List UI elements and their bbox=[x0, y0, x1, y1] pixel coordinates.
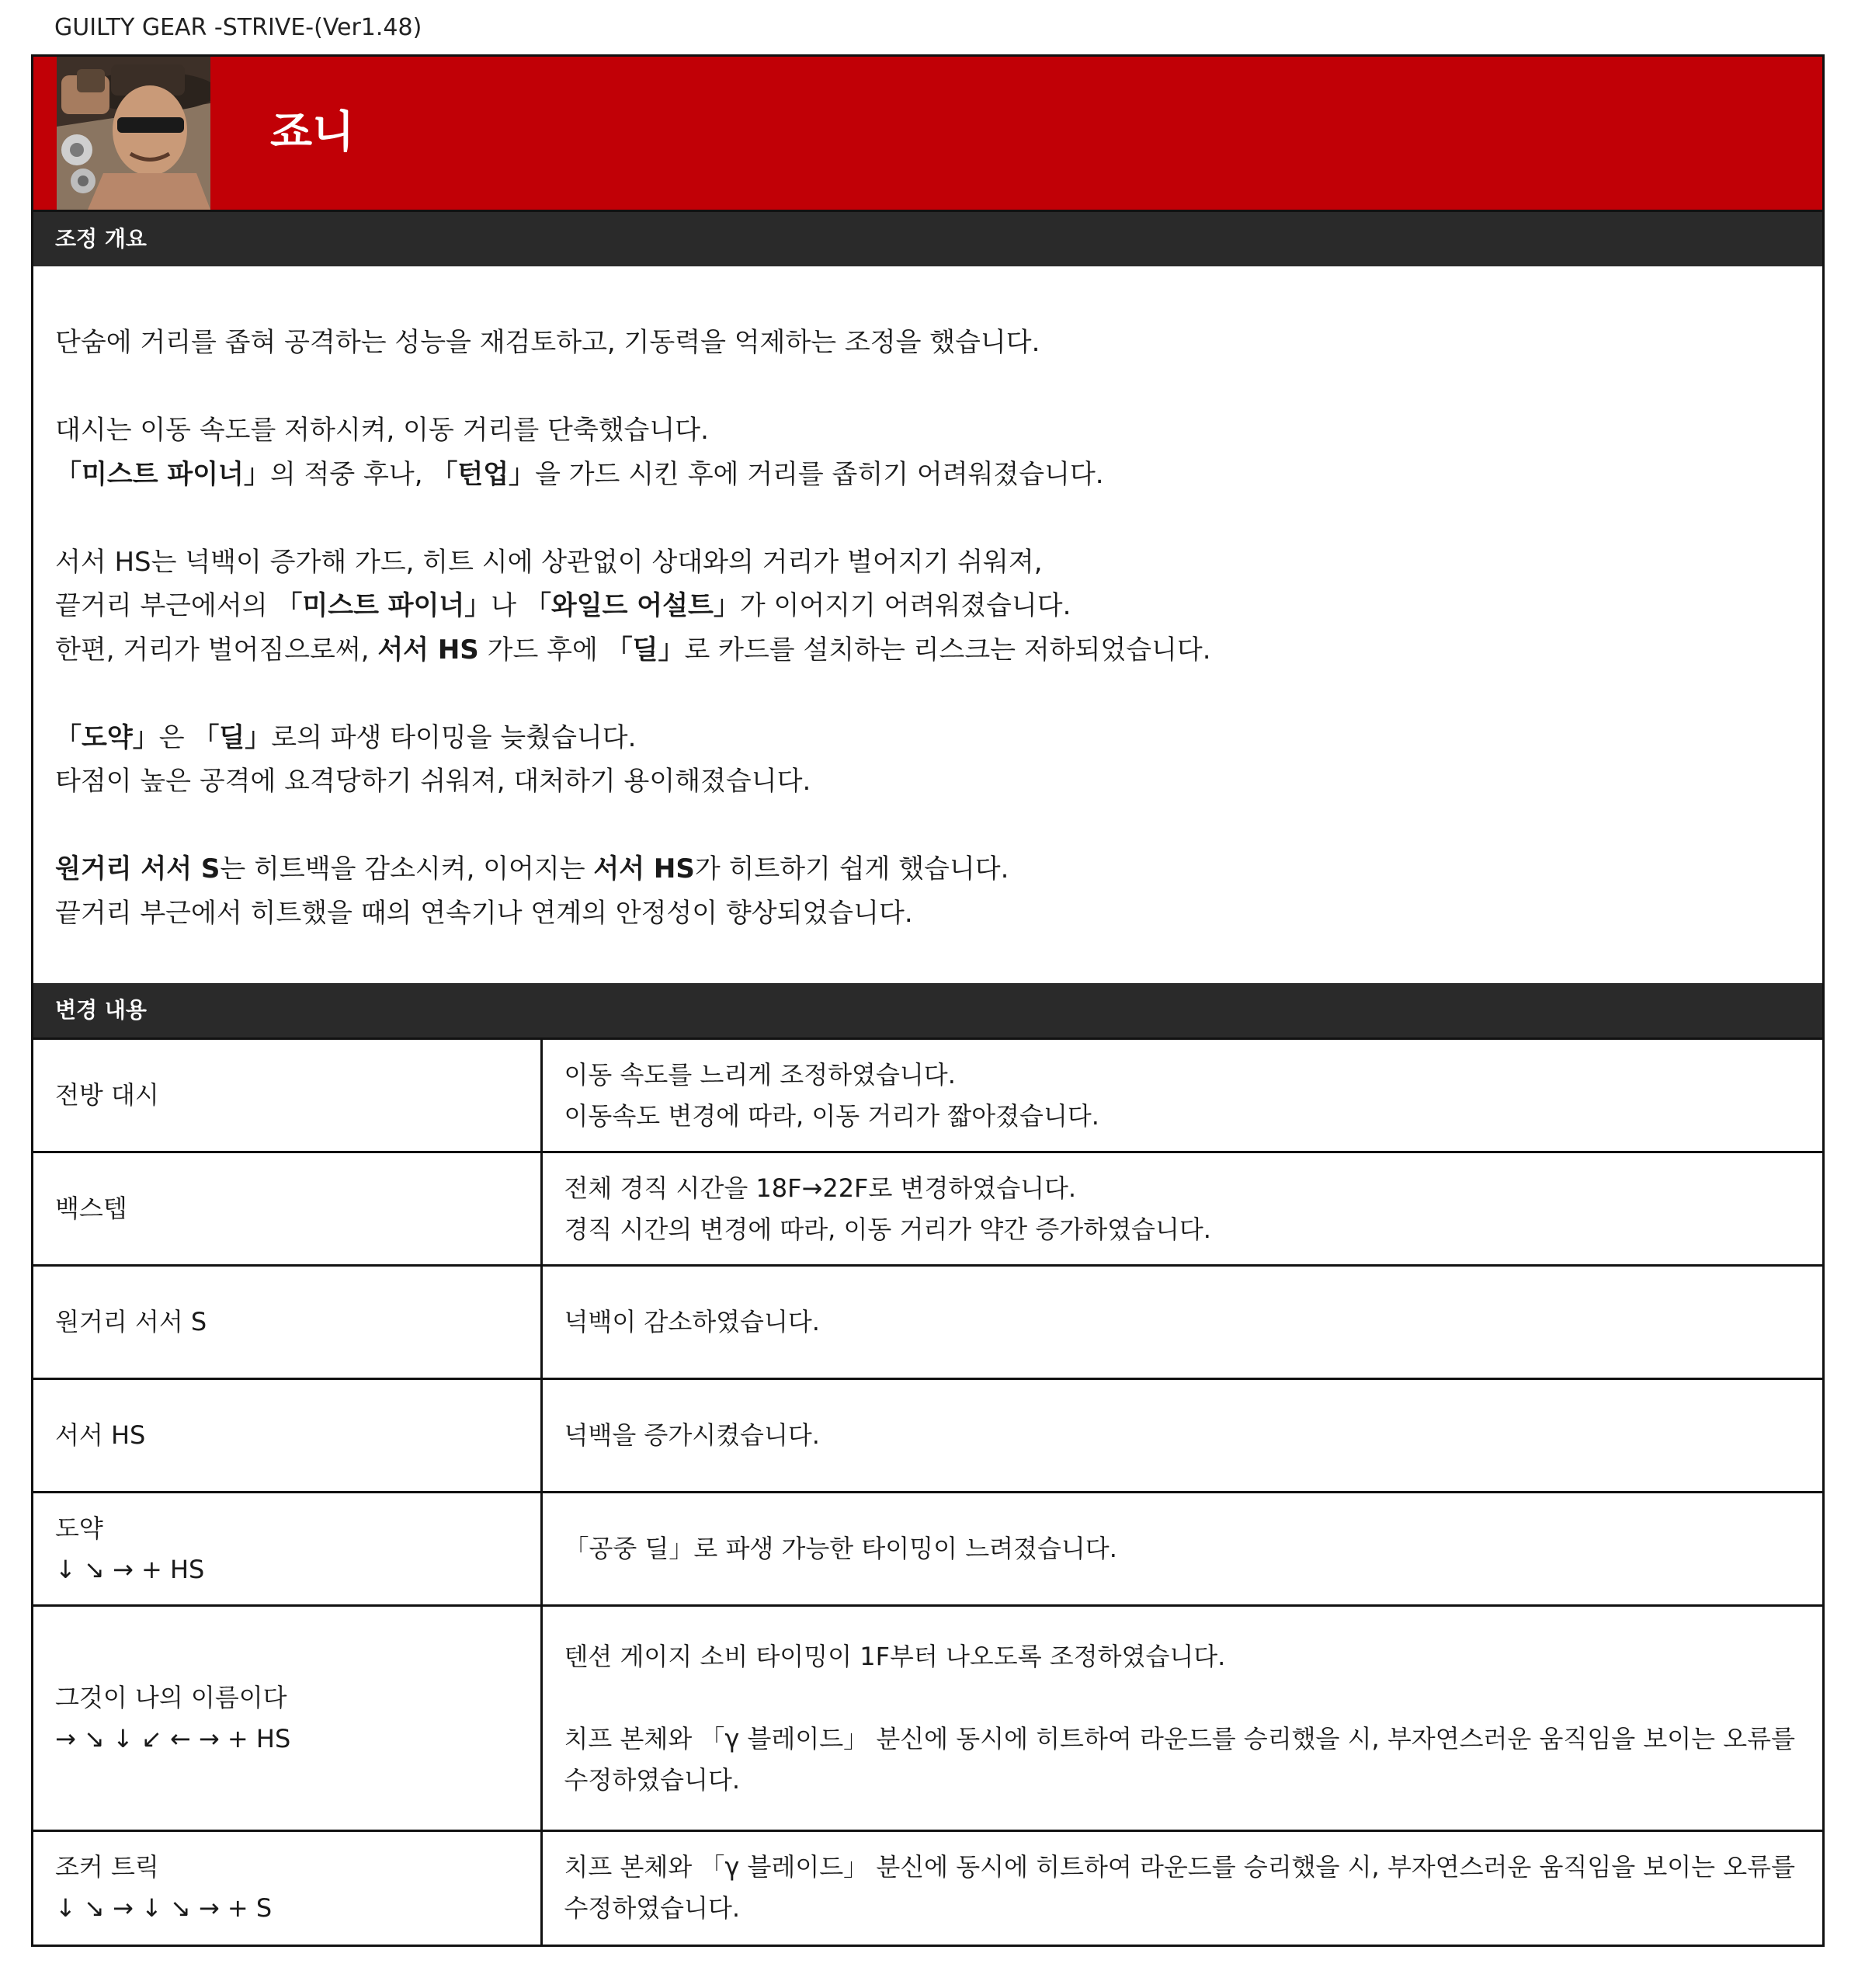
summary-line bbox=[55, 408, 1801, 453]
move-name-cell bbox=[33, 1606, 541, 1831]
summary-line bbox=[55, 847, 1801, 891]
table-row bbox=[33, 1831, 1822, 1945]
johnny-portrait-icon bbox=[57, 57, 210, 210]
summary-line bbox=[55, 540, 1801, 585]
change-description-line: 수정하였습니다. bbox=[564, 1893, 741, 1924]
summary-line bbox=[55, 759, 1801, 804]
change-description-line: 치프 본체와 「γ 블레이드」 분신에 동시에 히트하여 라운드를 승리했을 시, 부자연스러운 움직임을 보이는 오류를 bbox=[564, 1723, 1795, 1753]
move-name-cell bbox=[33, 1379, 541, 1493]
changes-table bbox=[33, 1037, 1822, 1945]
summary-text: 타점이 높은 공격에 요격당하기 쉬워져, 대처하기 용이해졌습니다. bbox=[55, 766, 811, 797]
summary-line bbox=[55, 321, 1801, 365]
summary-emphasis: 「턴업」 bbox=[431, 458, 536, 490]
summary-emphasis: 「도약」 bbox=[55, 721, 159, 753]
move-name: 그것이 나의 이름이다 bbox=[55, 1682, 287, 1712]
summary-text: 나 bbox=[491, 590, 525, 621]
summary-text: 가드 후에 bbox=[478, 634, 606, 666]
summary-line bbox=[55, 628, 1801, 673]
description-spacer bbox=[564, 1677, 1801, 1719]
summary-emphasis: 「와일드 어설트」 bbox=[524, 590, 740, 621]
patch-notes-card bbox=[31, 54, 1825, 1947]
summary-text: 가 이어지기 어려워졌습니다. bbox=[739, 590, 1071, 621]
summary-emphasis: 「미스트 파이너」 bbox=[276, 590, 491, 621]
move-name-cell bbox=[33, 1152, 541, 1266]
summary-line bbox=[55, 584, 1801, 628]
move-name: 백스텝 bbox=[55, 1194, 127, 1223]
character-name: 죠니 bbox=[270, 107, 355, 158]
character-header bbox=[33, 57, 1822, 212]
summary-text: 단숨에 거리를 좁혀 공격하는 성능을 재검토하고, 기동력을 억제하는 조정을 했습니다. bbox=[55, 327, 1040, 358]
change-description-cell bbox=[541, 1606, 1822, 1831]
change-description-line: 수정하였습니다. bbox=[564, 1764, 741, 1795]
summary-text: 가 히트하기 쉽게 했습니다. bbox=[694, 853, 1009, 885]
summary-emphasis: 서서 HS bbox=[593, 853, 695, 885]
move-command: ↓ ↘ → + HS bbox=[55, 1554, 205, 1584]
change-description-line: 넉백을 증가시켰습니다. bbox=[564, 1420, 820, 1450]
change-description-line: 이동 속도를 느리게 조정하였습니다. bbox=[564, 1059, 956, 1090]
change-description-line: 「공중 딜」로 파생 가능한 타이밍이 느려졌습니다. bbox=[564, 1534, 1117, 1563]
change-description-line: 경직 시간의 변경에 따라, 이동 거리가 약간 증가하였습니다. bbox=[564, 1214, 1211, 1244]
change-description-cell bbox=[541, 1831, 1822, 1945]
summary-text: 끝거리 부근에서의 bbox=[55, 590, 276, 621]
game-version-title: GUILTY GEAR -STRIVE-(Ver1.48) bbox=[54, 14, 422, 41]
summary-line bbox=[55, 453, 1801, 497]
change-description-line: 이동속도 변경에 따라, 이동 거리가 짧아졌습니다. bbox=[564, 1100, 1099, 1131]
table-row bbox=[33, 1152, 1822, 1266]
summary-line bbox=[55, 716, 1801, 760]
summary-line bbox=[55, 891, 1801, 936]
table-row bbox=[33, 1493, 1822, 1606]
move-name: 서서 HS bbox=[55, 1420, 146, 1450]
summary-paragraph bbox=[55, 540, 1801, 673]
summary-emphasis: 「미스트 파이너」 bbox=[55, 458, 270, 490]
move-name-cell bbox=[33, 1493, 541, 1606]
summary-paragraph bbox=[55, 408, 1801, 496]
move-name-cell bbox=[33, 1039, 541, 1152]
table-row bbox=[33, 1266, 1822, 1379]
change-description-cell bbox=[541, 1493, 1822, 1606]
summary-paragraph bbox=[55, 847, 1801, 935]
table-row bbox=[33, 1606, 1822, 1831]
summary-paragraph bbox=[55, 716, 1801, 804]
summary-text: 대시는 이동 속도를 저하시켜, 이동 거리를 단축했습니다. bbox=[55, 415, 709, 446]
summary-text: 끝거리 부근에서 히트했을 때의 연속기나 연계의 안정성이 향상되었습니다. bbox=[55, 897, 913, 929]
summary-text: 는 히트백을 감소시켜, 이어지는 bbox=[220, 853, 594, 885]
summary-text: 의 적중 후나, bbox=[269, 458, 432, 490]
move-name: 도약 bbox=[55, 1513, 103, 1543]
summary-text: 로 카드를 설치하는 리스크는 저하되었습니다. bbox=[684, 634, 1211, 666]
change-description-cell bbox=[541, 1379, 1822, 1493]
move-name-cell bbox=[33, 1831, 541, 1945]
move-command: ↓ ↘ → ↓ ↘ → + S bbox=[55, 1893, 273, 1924]
move-name: 전방 대시 bbox=[55, 1080, 159, 1110]
summary-text: 서서 HS는 넉백이 증가해 가드, 히트 시에 상관없이 상대와의 거리가 벌어지기 쉬워져, bbox=[55, 546, 1043, 578]
changes-section-title: 변경 내용 bbox=[33, 983, 1822, 1037]
change-description-cell bbox=[541, 1266, 1822, 1379]
summary-text: 로의 파생 타이밍을 늦췄습니다. bbox=[271, 721, 637, 753]
summary-section-title: 조정 개요 bbox=[33, 212, 1822, 266]
change-description-line: 전체 경직 시간을 18F→22F로 변경하였습니다. bbox=[564, 1173, 1077, 1203]
summary-emphasis: 「딜」 bbox=[606, 634, 685, 666]
summary-text: 을 가드 시킨 후에 거리를 좁히기 어려워졌습니다. bbox=[535, 458, 1104, 490]
change-description-line: 치프 본체와 「γ 블레이드」 분신에 동시에 히트하여 라운드를 승리했을 시, 부자연스러운 움직임을 보이는 오류를 bbox=[564, 1852, 1795, 1882]
table-row bbox=[33, 1379, 1822, 1493]
change-description-line: 넉백이 감소하였습니다. bbox=[564, 1307, 820, 1336]
move-name-cell bbox=[33, 1266, 541, 1379]
summary-emphasis: 서서 HS bbox=[377, 634, 479, 666]
summary-emphasis: 원거리 서서 S bbox=[55, 853, 221, 885]
summary-text: 한편, 거리가 벌어짐으로써, bbox=[55, 634, 378, 666]
table-row bbox=[33, 1039, 1822, 1152]
summary-emphasis: 「딜」 bbox=[193, 721, 272, 753]
summary-text: 은 bbox=[158, 721, 193, 753]
move-command: → ↘ ↓ ↙ ← → + HS bbox=[55, 1723, 291, 1753]
summary-body bbox=[33, 266, 1822, 983]
change-description-cell bbox=[541, 1152, 1822, 1266]
summary-paragraph bbox=[55, 321, 1801, 365]
move-name: 원거리 서서 S bbox=[55, 1307, 207, 1336]
change-description-cell bbox=[541, 1039, 1822, 1152]
change-description-line: 텐션 게이지 소비 타이밍이 1F부터 나오도록 조정하였습니다. bbox=[564, 1641, 1226, 1671]
move-name: 조커 트릭 bbox=[55, 1852, 159, 1882]
